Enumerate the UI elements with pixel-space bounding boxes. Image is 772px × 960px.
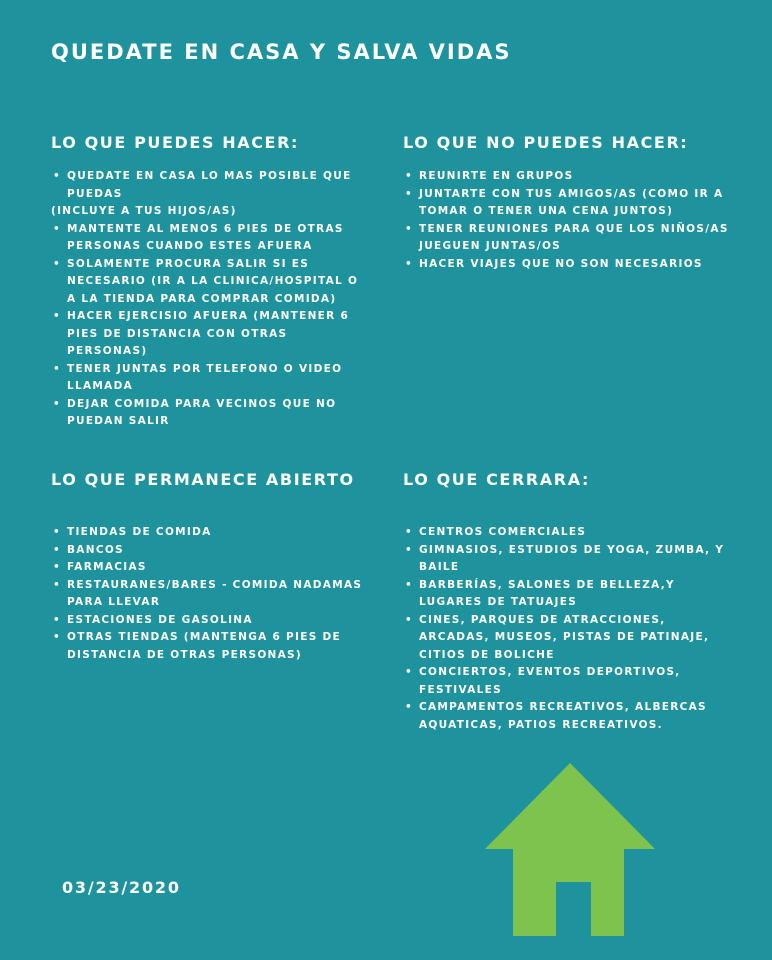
- list-item-note: (INCLUYE A TUS HIJOS/AS): [51, 205, 237, 217]
- list-item: • QUEDATE EN CASA LO MAS POSIBLE QUE PUEDAS: [51, 168, 371, 203]
- list-item: • HACER EJERCISIO AFUERA (MANTENER 6 PIES DE DISTANCIA CON OTRAS PERSONAS): [51, 308, 371, 361]
- page-title: QUEDATE EN CASA Y SALVA VIDAS: [51, 40, 512, 64]
- list-item: • CENTROS COMERCIALES: [403, 524, 733, 542]
- list-item: • SOLAMENTE PROCURA SALIR SI ES NECESARIO (IR A LA CLINICA/HOSPITAL O A LA TIENDA PARA COMPRAR COMIDA): [51, 256, 371, 309]
- cannot-do-section: [403, 133, 733, 273]
- cannot-do-list: [403, 168, 733, 273]
- list-item: • TIENDAS DE COMIDA: [51, 524, 371, 542]
- stays-open-section: [51, 470, 371, 664]
- stays-open-list: [51, 524, 371, 664]
- can-do-list: [51, 168, 371, 431]
- list-item: • GIMNASIOS, ESTUDIOS DE YOGA, ZUMBA, Y BAILE: [403, 542, 733, 577]
- stays-open-heading: LO QUE PERMANECE ABIERTO: [51, 470, 355, 489]
- list-item: • CINES, PARQUES DE ATRACCIONES, ARCADAS, MUSEOS, PISTAS DE PATINAJE, CITIOS DE BOLICHE: [403, 612, 733, 665]
- list-item: • ESTACIONES DE GASOLINA: [51, 612, 371, 630]
- list-item: • DEJAR COMIDA PARA VECINOS QUE NO PUEDAN SALIR: [51, 396, 371, 431]
- list-item: • RESTAURANES/BARES - COMIDA NADAMAS PARA LLEVAR: [51, 577, 371, 612]
- can-do-heading: LO QUE PUEDES HACER:: [51, 133, 300, 152]
- list-item: • REUNIRTE EN GRUPOS: [403, 168, 733, 186]
- list-item: • JUNTARTE CON TUS AMIGOS/AS (COMO IR A TOMAR O TENER UNA CENA JUNTOS): [403, 186, 733, 221]
- list-item: • TENER REUNIONES PARA QUE LOS NIÑOS/AS JUEGUEN JUNTAS/OS: [403, 221, 733, 256]
- list-item: • FARMACIAS: [51, 559, 371, 577]
- list-item: • TENER JUNTAS POR TELEFONO O VIDEO LLAMADA: [51, 361, 371, 396]
- list-item: • CAMPAMENTOS RECREATIVOS, ALBERCAS AQUATICAS, PATIOS RECREATIVOS.: [403, 699, 733, 734]
- house-icon: [483, 761, 657, 937]
- list-item: • OTRAS TIENDAS (MANTENGA 6 PIES DE DISTANCIA DE OTRAS PERSONAS): [51, 629, 371, 664]
- will-close-heading: LO QUE CERRARA:: [403, 470, 590, 489]
- list-item: • BARBERÍAS, SALONES DE BELLEZA,Y LUGARES DE TATUAJES: [403, 577, 733, 612]
- will-close-list: [403, 524, 733, 734]
- list-item: • MANTENTE AL MENOS 6 PIES DE OTRAS PERSONAS CUANDO ESTES AFUERA: [51, 221, 371, 256]
- cannot-do-heading: LO QUE NO PUEDES HACER:: [403, 133, 689, 152]
- list-item: • CONCIERTOS, EVENTOS DEPORTIVOS, FESTIVALES: [403, 664, 733, 699]
- list-item: • BANCOS: [51, 542, 371, 560]
- will-close-section: [403, 470, 733, 734]
- date-label: 03/23/2020: [62, 878, 181, 897]
- house-shape: [485, 763, 655, 936]
- list-item: • HACER VIAJES QUE NO SON NECESARIOS: [403, 256, 733, 274]
- can-do-section: [51, 133, 371, 431]
